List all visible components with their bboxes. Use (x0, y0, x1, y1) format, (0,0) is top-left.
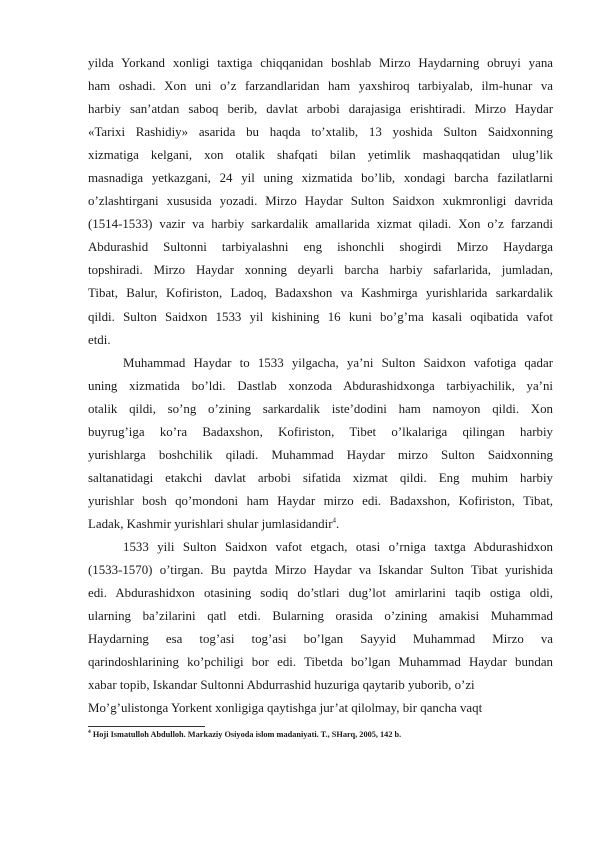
text-line: Mo’g’ulistonga Yorkent xonligiga qaytishga jur’at qilolmay, bir qancha vaqt (88, 701, 483, 716)
text-line: Abdurashid Sultonni tarbiyalashni eng ishonchli shogirdi Mirzo Haydarga (88, 240, 553, 255)
body-text (88, 52, 553, 720)
text-line: Tibat, Balur, Kofiriston, Ladoq, Badaxshon va Kashmirga yurishlarida sarkardalik (88, 286, 553, 301)
text-line: (1514-1533) vazir va harbiy sarkardalik amallarida xizmat qiladi. Xon o’z farzandi (88, 217, 553, 232)
text-line: o’zlashtirgani xususida yozadi. Mirzo Haydar Sulton Saidxon xukmronligi davrida (88, 194, 553, 209)
text-line: uning xizmatida bo’ldi. Dastlab xonzoda Abdurashidxonga tarbiyachilik, ya’ni (88, 378, 553, 393)
text-line: qildi. Sulton Saidxon 1533 yil kishining 16 kuni bo’g’ma kasali oqibatida vafot (88, 309, 553, 324)
paragraph (88, 352, 553, 536)
text-line: (1533-1570) o’tirgan. Bu paytda Mirzo Haydar va Iskandar Sulton Tibat yurishida (88, 563, 553, 578)
text-line: qarindoshlarining ko’pchiligi bor edi. Tibetda bo’lgan Muhammad Haydar bundan (88, 655, 553, 670)
text-line (88, 513, 553, 536)
text-line: buyrug’iga ko’ra Badaxshon, Kofiriston, Tibet o’lkalariga qilingan harbiy (88, 424, 553, 439)
text-line: 1533 yili Sulton Saidxon vafot etgach, otasi o’rniga taxtga Abdurashidxon (123, 539, 553, 554)
text-line-tail: . (336, 516, 340, 531)
text-line: «Tarixi Rashidiy» asarida bu haqda to’xtalib, 13 yoshida Sulton Saidxonning (88, 125, 553, 140)
text-line: ham oshadi. Xon uni o’z farzandlaridan ham yaxshiroq tarbiyalab, ilm-hunar va (88, 79, 553, 94)
text-line: masnadiga yetkazgani, 24 yil uning xizmatida bo’lib, xondagi barcha fazilatlarni (88, 171, 553, 186)
footnote-reference: 4 (332, 516, 337, 525)
text-line: harbiy san’atdan saboq berib, davlat arbobi darajasiga erishtiradi. Mirzo Haydar (88, 102, 553, 117)
text-line: Muhammad Haydar to 1533 yilgacha, ya’ni Sulton Saidxon vafotiga qadar (123, 355, 553, 370)
footnote (88, 729, 553, 740)
footnote-divider (88, 726, 205, 727)
footnote-marker: 4 (88, 729, 91, 736)
text-line: xabar topib, Iskandar Sultonni Abdurrashid huzuriga qaytarib yuborib, o’zi (88, 678, 475, 693)
text-line: Haydarning esa tog’asi tog’asi bo’lgan Sayyid Muhammad Mirzo va (88, 632, 553, 647)
paragraph (88, 52, 553, 352)
text-line: topshiradi. Mirzo Haydar xonning deyarli barcha harbiy safarlarida, jumladan, (88, 263, 553, 278)
text-line: xizmatiga kelgani, xon otalik shafqati bilan yetimlik mashaqqatidan ulug’lik (88, 148, 553, 163)
paragraph (88, 536, 553, 720)
footnote-text: Hoji Ismatulloh Abdulloh. Markaziy Osiyoda islom madaniyati. T., SHarq, 2005, 142 b. (90, 730, 402, 740)
text-line: otalik qildi, so’ng o’zining sarkardalik iste’dodini ham namoyon qildi. Xon (88, 401, 553, 416)
text-line: yurishlar bosh qo’mondoni ham Haydar mirzo edi. Badaxshon, Kofiriston, Tibat, (88, 493, 553, 508)
text-line: yurishlarga boshchilik qiladi. Muhammad Haydar mirzo Sulton Saidxonning (88, 447, 553, 462)
document-page (88, 52, 553, 740)
text-line: etdi. (88, 332, 111, 347)
text-line: edi. Abdurashidxon otasining sodiq do’stlari dug’lot amirlarini taqib ostiga oldi, (88, 586, 553, 601)
text-line: saltanatidagi etakchi davlat arbobi sifatida xizmat qildi. Eng muhim harbiy (88, 470, 553, 485)
text-line-content: Ladak, Kashmir yurishlari shular jumlasidandir (88, 516, 333, 531)
text-line: ularning ba’zilarini qatl etdi. Bularning orasida o’zining amakisi Muhammad (88, 609, 553, 624)
text-line: yilda Yorkand xonligi taxtiga chiqqanidan boshlab Mirzo Haydarning obruyi yana (88, 56, 553, 70)
